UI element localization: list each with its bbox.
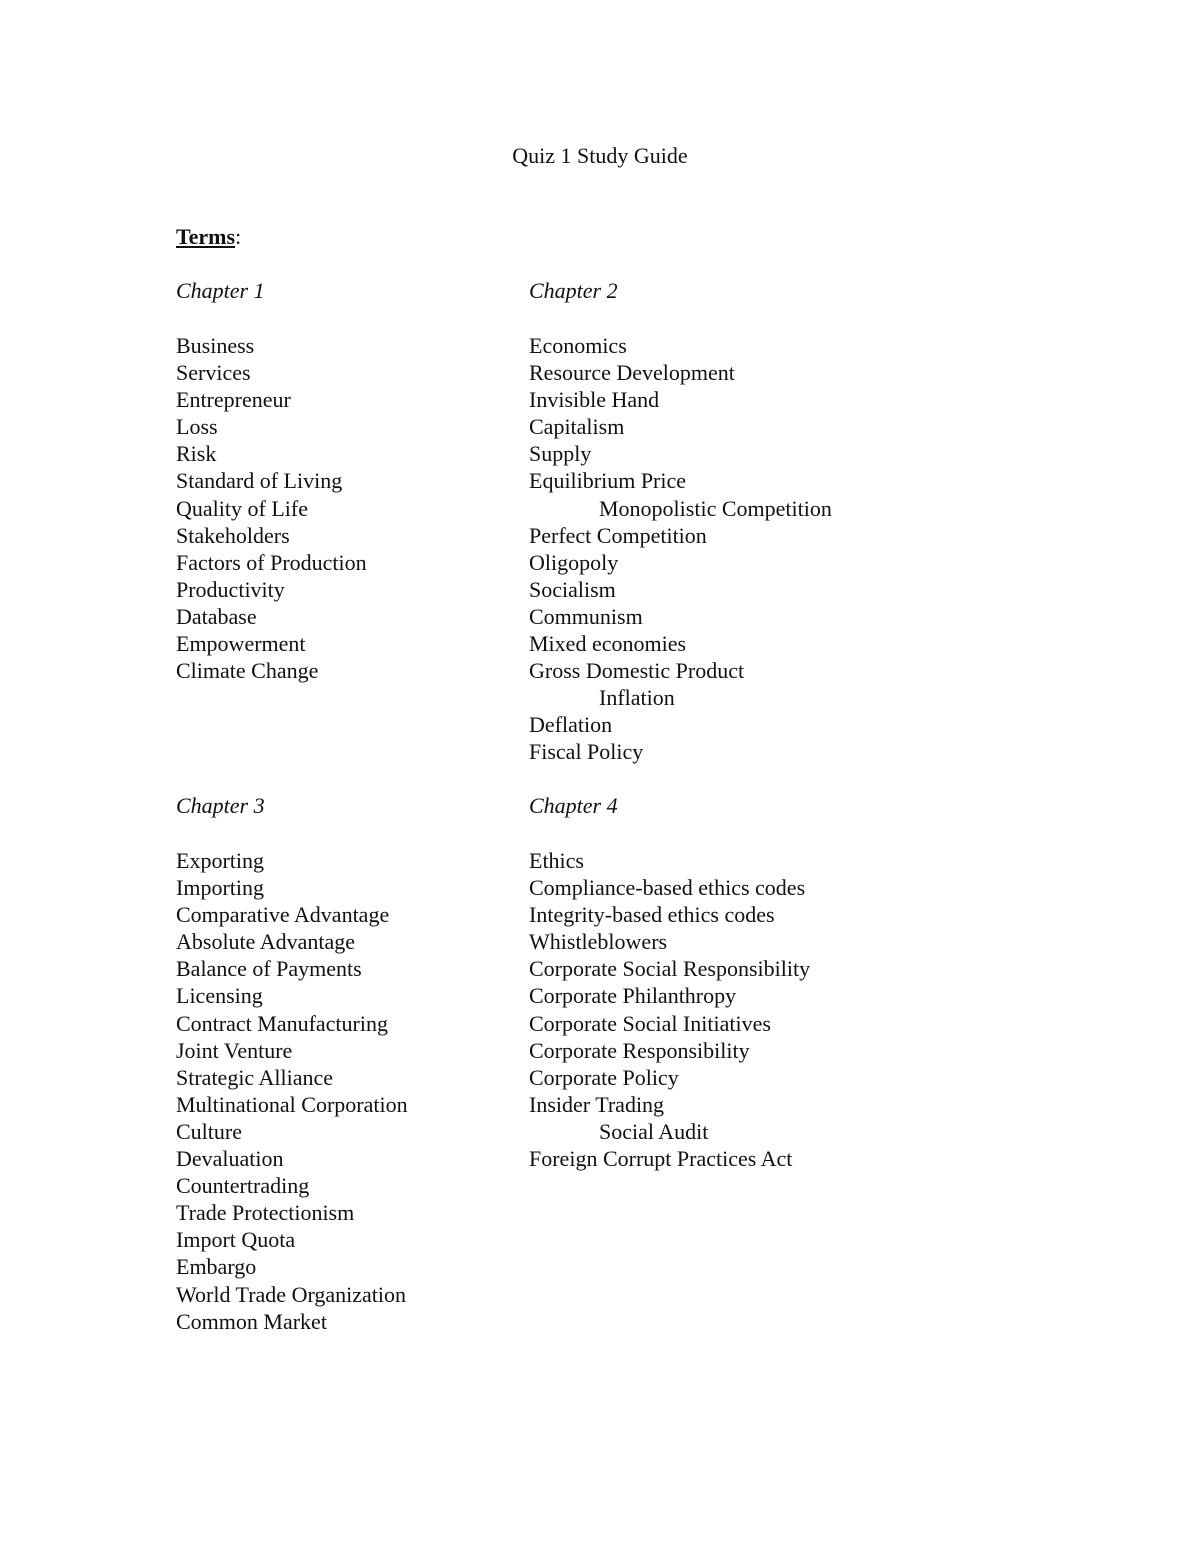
term-item: Compliance-based ethics codes (529, 875, 806, 901)
term-item: Balance of Payments (176, 956, 362, 982)
term-item: Resource Development (529, 360, 735, 386)
terms-label: Terms (176, 224, 236, 249)
chapter-4-section (529, 792, 889, 1172)
term-item: Importing (176, 875, 264, 901)
chapter-3-section (176, 792, 536, 1335)
chapter-2-section (529, 277, 889, 766)
term-item: Licensing (176, 983, 263, 1009)
term-item: Embargo (176, 1254, 257, 1280)
term-item: Exporting (176, 848, 264, 873)
term-item: Business (176, 333, 255, 358)
term-item: Joint Venture (176, 1037, 293, 1063)
chapter-4-term-list (529, 847, 889, 1172)
term-item: Socialism (529, 576, 616, 602)
term-item: Fiscal Policy (529, 739, 644, 765)
term-item: Corporate Philanthropy (529, 983, 737, 1009)
term-item: Risk (176, 441, 217, 467)
term-item: Social Audit (599, 1118, 709, 1144)
term-item: Common Market (176, 1308, 327, 1334)
term-item: Monopolistic Competition (599, 495, 832, 521)
term-item: Database (176, 603, 257, 629)
term-item: Strategic Alliance (176, 1064, 333, 1090)
term-item: Gross Domestic Product (529, 658, 745, 684)
term-item: Equilibrium Price (529, 468, 687, 494)
term-item: Productivity (176, 576, 285, 602)
term-item: Perfect Competition (529, 522, 707, 548)
term-item: Entrepreneur (176, 387, 291, 413)
chapter-4-title: Chapter 4 (529, 793, 618, 818)
term-item: Trade Protectionism (176, 1200, 355, 1226)
term-item: Communism (529, 603, 643, 629)
term-item: Loss (176, 414, 218, 440)
term-item: Countertrading (176, 1173, 310, 1199)
term-item: Services (176, 360, 251, 386)
chapter-3-title: Chapter 3 (176, 793, 265, 818)
term-item: Invisible Hand (529, 387, 660, 413)
term-item: Quality of Life (176, 495, 308, 521)
term-item: Multinational Corporation (176, 1091, 408, 1117)
term-item: World Trade Organization (176, 1281, 407, 1307)
chapter-1-title: Chapter 1 (176, 278, 265, 303)
term-item: Foreign Corrupt Practices Act (529, 1146, 793, 1172)
term-item: Climate Change (176, 658, 319, 684)
term-item: Inflation (599, 685, 675, 711)
chapter-1-term-list (176, 332, 536, 684)
term-item: Deflation (529, 712, 613, 738)
term-item: Corporate Policy (529, 1064, 679, 1090)
term-item: Devaluation (176, 1146, 284, 1172)
term-item: Standard of Living (176, 468, 343, 494)
term-item: Culture (176, 1118, 242, 1144)
term-item: Comparative Advantage (176, 902, 390, 928)
term-item: Capitalism (529, 414, 625, 440)
term-item: Absolute Advantage (176, 929, 356, 955)
document-title: Quiz 1 Study Guide (512, 143, 688, 168)
term-item: Factors of Production (176, 549, 367, 575)
term-item: Contract Manufacturing (176, 1010, 388, 1036)
term-item: Whistleblowers (529, 929, 668, 955)
term-item: Insider Trading (529, 1091, 665, 1117)
term-item: Import Quota (176, 1227, 296, 1253)
term-item: Oligopoly (529, 549, 619, 575)
term-item: Corporate Social Responsibility (529, 956, 811, 982)
term-item: Supply (529, 441, 592, 467)
term-item: Empowerment (176, 631, 306, 657)
term-item: Corporate Responsibility (529, 1037, 750, 1063)
term-item: Corporate Social Initiatives (529, 1010, 771, 1036)
chapter-3-term-list (176, 847, 536, 1335)
term-item: Stakeholders (176, 522, 290, 548)
terms-heading (176, 223, 241, 251)
term-item: Ethics (529, 848, 584, 873)
term-item: Mixed economies (529, 631, 687, 657)
term-item: Economics (529, 333, 627, 358)
terms-colon: : (235, 224, 242, 249)
term-item: Integrity-based ethics codes (529, 902, 775, 928)
chapter-2-title: Chapter 2 (529, 278, 618, 303)
chapter-1-section (176, 277, 536, 684)
chapter-2-term-list (529, 332, 889, 766)
